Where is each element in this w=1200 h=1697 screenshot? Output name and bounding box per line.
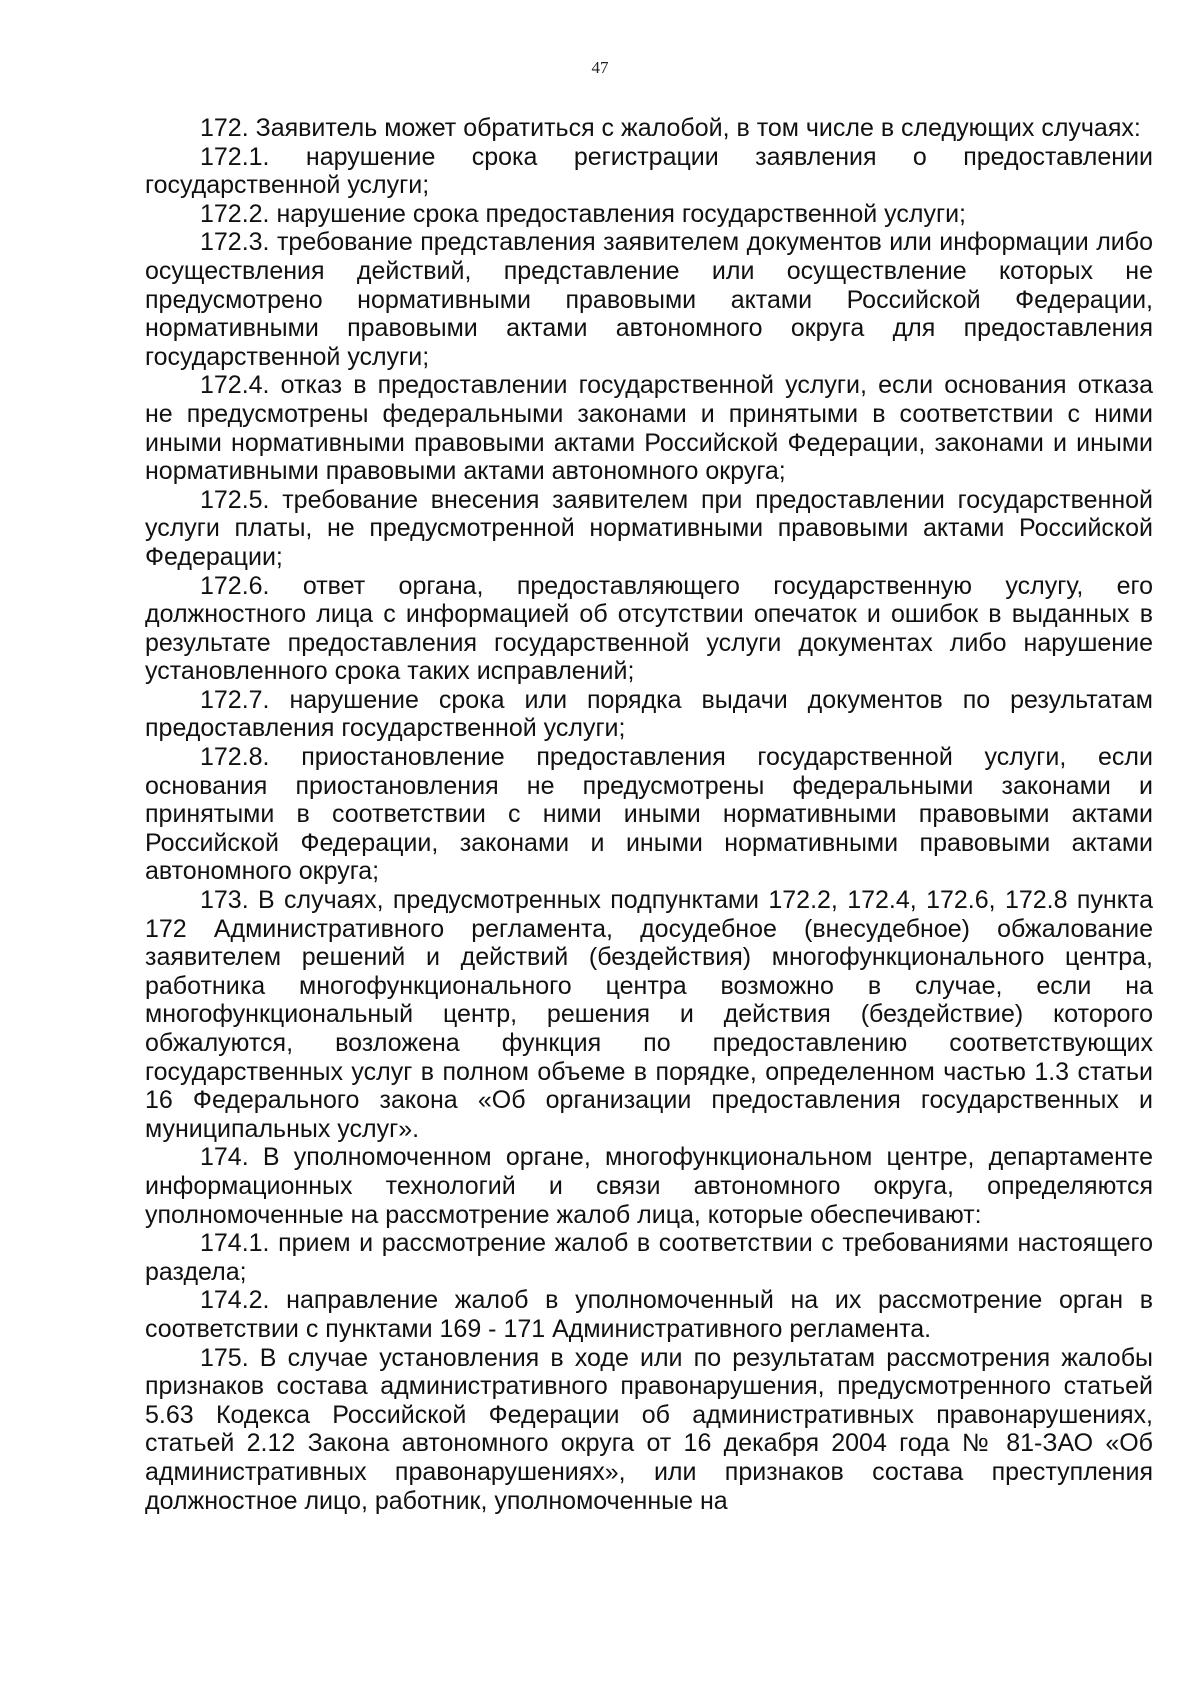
paragraph-172-6: 172.6. ответ органа, предоставляющего государственную услугу, его должностного лица с информацией об отсутствии опечаток и ошибок в выданных в результате предоставления государственной услуги документах либо нарушение установленного срока таких исправлений; <box>145 571 1153 686</box>
paragraph-172-3: 172.3. требование представления заявителем документов или информации либо осуществления действий, представление или осуществление которых не предусмотрено нормативными правовыми актами Российской Федерации, нормативными правовыми актами автономного округа для предоставления государственной услуги; <box>145 228 1153 371</box>
paragraph-175: 175. В случае установления в ходе или по результатам рассмотрения жалобы признаков состава административного правонарушения, предусмотренного статьей 5.63 Кодекса Российской Федерации об административных правонарушениях, статьей 2.12 Закона автономного округа от 16 декабря 2004 года № 81-ЗАО «Об административных правонарушениях», или признаков состава преступления должностное лицо, работник, уполномоченные на <box>145 1343 1153 1515</box>
paragraph-172-2: 172.2. нарушение срока предоставления государственной услуги; <box>200 199 966 228</box>
paragraph-173: 173. В случаях, предусмотренных подпунктами 172.2, 172.4, 172.6, 172.8 пункта 172 Административного регламента, досудебное (внесудебное) обжалование заявителем решений и действий (бездействия) многофункционального центра, работника многофункционального центра возможно в случае, если на многофункциональный центр, решения и действия (бездействие) которого обжалуются, возложена функция по предоставлению соответствующих государственных услуг в полном объеме в порядке, определенном частью 1.3 статьи 16 Федерального закона «Об организации предоставления государственных и муниципальных услуг». <box>145 886 1153 1143</box>
paragraph-172-8: 172.8. приостановление предоставления государственной услуги, если основания приостановления не предусмотрены федеральными законами и принятыми в соответствии с ними иными нормативными правовыми актами Российской Федерации, законами и иными нормативными правовыми актами автономного округа; <box>145 743 1153 886</box>
paragraph-174: 174. В уполномоченном органе, многофункциональном центре, департаменте информационных технологий и связи автономного округа, определяются уполномоченные на рассмотрение жалоб лица, которые обеспечивают: <box>145 1143 1153 1229</box>
paragraph-174-2: 174.2. направление жалоб в уполномоченный на их рассмотрение орган в соответствии с пунктами 169 - 171 Административного регламента. <box>145 1286 1153 1343</box>
paragraph-174-1: 174.1. прием и рассмотрение жалоб в соответствии с требованиями настоящего раздела; <box>145 1229 1153 1286</box>
page-number: 47 <box>591 58 609 77</box>
paragraph-172: 172. Заявитель может обратиться с жалобой, в том числе в следующих случаях: <box>200 114 1141 142</box>
paragraph-172-5: 172.5. требование внесения заявителем при предоставлении государственной услуги платы, не предусмотренной нормативными правовыми актами Российской Федерации; <box>145 485 1153 571</box>
paragraph-172-4: 172.4. отказ в предоставлении государственной услуги, если основания отказа не предусмотрены федеральными законами и принятыми в соответствии с ними иными нормативными правовыми актами Российской Федерации, законами и иными нормативными правовыми актами автономного округа; <box>145 371 1153 486</box>
paragraph-172-1: 172.1. нарушение срока регистрации заявления о предоставлении государственной услуги; <box>145 142 1153 200</box>
document-body <box>145 114 1153 1515</box>
paragraph-172-7: 172.7. нарушение срока или порядка выдачи документов по результатам предоставления государственной услуги; <box>145 685 1153 743</box>
